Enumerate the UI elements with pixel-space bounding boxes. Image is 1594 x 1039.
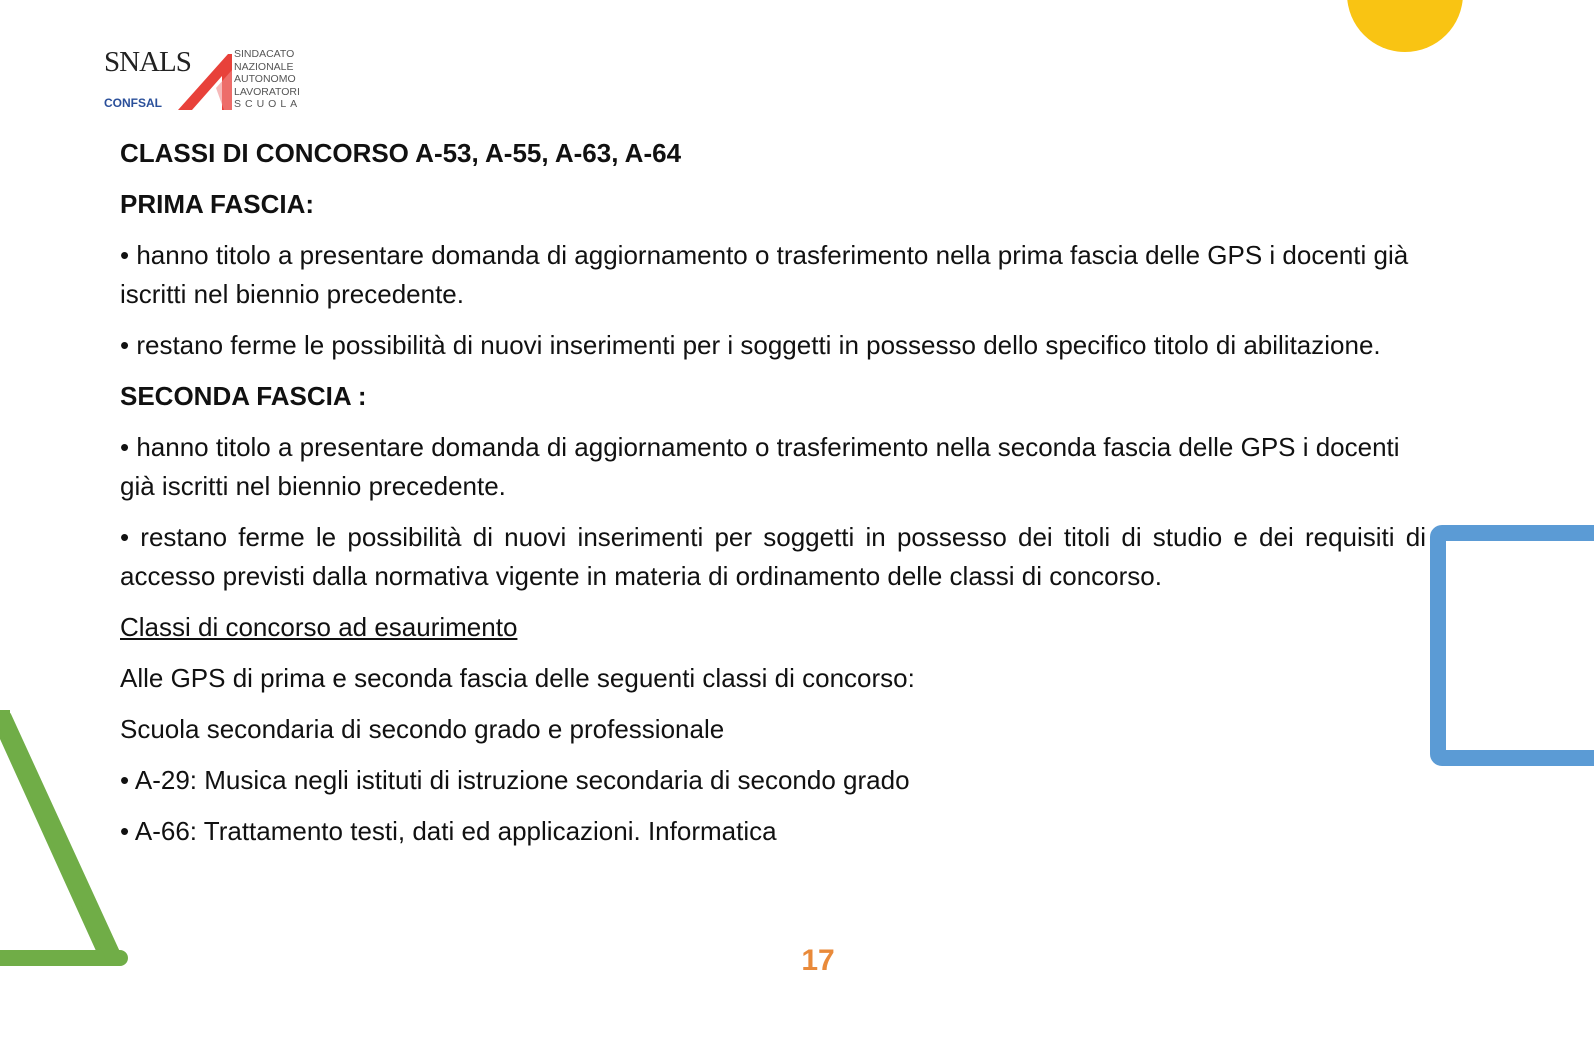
prima-fascia-bullet: • restano ferme le possibilità di nuovi inserimenti per i soggetti in possesso dello specifico titolo di abilitazione. xyxy=(120,330,1381,360)
page-number: 17 xyxy=(801,944,835,977)
logo-subtitle-line: SCUOLA xyxy=(234,98,302,110)
slide-content xyxy=(120,134,1426,863)
yellow-circle-decoration xyxy=(1347,0,1463,52)
esaurimento-bullet: • A-66: Trattamento testi, dati ed applicazioni. Informatica xyxy=(120,816,777,846)
snals-logo xyxy=(104,46,310,118)
logo-subtitle-line: SINDACATO xyxy=(234,48,295,60)
logo-mark-icon xyxy=(176,48,236,112)
seconda-fascia-bullet: • restano ferme le possibilità di nuovi inserimenti per soggetti in possesso dei titoli di studio e dei requisiti di accesso previsti dalla normativa vigente in materia di ordinamento delle classi di concorso. xyxy=(120,522,1426,591)
logo-subtitle-line: LAVORATORI xyxy=(234,85,300,98)
green-triangle-edge xyxy=(4,718,114,958)
blue-square-decoration xyxy=(1438,533,1594,758)
seconda-fascia-heading: SECONDA FASCIA : xyxy=(120,381,367,411)
seconda-fascia-bullet: • hanno titolo a presentare domanda di aggiornamento o trasferimento nella seconda fascia delle GPS i docenti già iscritti nel biennio precedente. xyxy=(120,432,1400,501)
esaurimento-heading: Classi di concorso ad esaurimento xyxy=(120,612,518,642)
prima-fascia-heading: PRIMA FASCIA: xyxy=(120,189,315,219)
logo-subtitle-line: AUTONOMO xyxy=(234,73,296,85)
slide-title: CLASSI DI CONCORSO A-53, A-55, A-63, A-64 xyxy=(120,138,682,168)
logo-subtitle xyxy=(234,48,301,111)
logo-subtitle-line: NAZIONALE xyxy=(234,60,294,73)
esaurimento-intro: Alle GPS di prima e seconda fascia delle seguenti classi di concorso: xyxy=(120,663,915,693)
esaurimento-bullet: • A-29: Musica negli istituti di istruzione secondaria di secondo grado xyxy=(120,765,910,795)
logo-affiliation: CONFSAL xyxy=(104,96,162,110)
school-type: Scuola secondaria di secondo grado e professionale xyxy=(120,714,725,744)
prima-fascia-bullet: • hanno titolo a presentare domanda di aggiornamento o trasferimento nella prima fascia delle GPS i docenti già iscritti nel biennio precedente. xyxy=(120,240,1409,309)
logo-wordmark: SNALS xyxy=(104,46,191,78)
